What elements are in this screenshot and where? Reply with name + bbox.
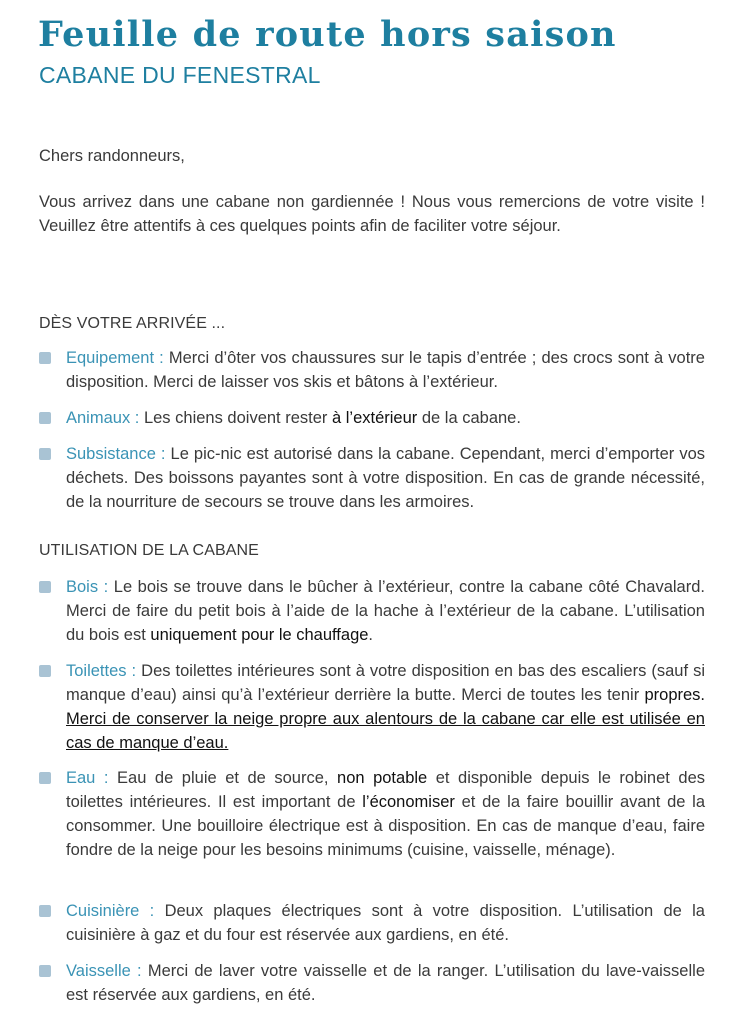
- list-item-equipement: [66, 346, 705, 394]
- bullet-icon: [39, 581, 51, 593]
- item-term: Eau :: [66, 769, 109, 787]
- bullet-icon: [39, 772, 51, 784]
- item-text: Merci d’ôter vos chaussures sur le tapis d’entrée ; des crocs sont à votre disposition. Merci de laisser vos skis et bâtons à l’extérieur.: [66, 349, 705, 391]
- item-emphasis: non potable: [337, 769, 428, 787]
- list-item-eau: [66, 766, 705, 862]
- list-item-cuisiniere: [66, 899, 705, 947]
- item-text: Des toilettes intérieures sont à votre disposition en bas des escaliers (sauf si manque d’eau) ainsi qu’à l’extérieur derrière la butte. Merci de toutes les tenir: [66, 662, 705, 704]
- page-title: Feuille de route hors saison: [38, 14, 617, 55]
- item-text: Les chiens doivent rester: [139, 409, 332, 427]
- list-item-toilettes: [66, 659, 705, 755]
- item-text: Merci de laver votre vaisselle et de la ranger. L’utilisation du lave-vaisselle est réservée aux gardiens, en été.: [66, 962, 705, 1004]
- item-emphasis: l’économiser: [362, 793, 455, 811]
- list-item-animaux: [66, 406, 705, 430]
- greeting: Chers randonneurs,: [39, 147, 185, 165]
- item-underlined-note: Merci de conserver la neige propre aux alentours de la cabane car elle est utilisée en cas de manque d’eau.: [66, 710, 705, 752]
- item-emphasis: à l’extérieur: [331, 409, 418, 427]
- bullet-icon: [39, 352, 51, 364]
- bullet-icon: [39, 665, 51, 677]
- item-term: Cuisinière :: [66, 902, 155, 920]
- bullet-icon: [39, 905, 51, 917]
- bullet-icon: [39, 965, 51, 977]
- item-text: Le bois se trouve dans le bûcher à l’extérieur, contre la cabane côté Chavalard. Merci de faire du petit bois à l’aide de la hache à l’extérieur de la cabane. L’utilisation du bois est: [66, 578, 705, 644]
- intro-paragraph: Vous arrivez dans une cabane non gardiennée ! Nous vous remercions de votre visite ! Veuillez être attentifs à ces quelques points afin de faciliter votre séjour.: [39, 193, 705, 235]
- item-text: .: [368, 626, 374, 644]
- bullet-icon: [39, 412, 51, 424]
- item-text: Deux plaques électriques sont à votre disposition. L’utilisation de la cuisinière à gaz et du four est réservée aux gardiens, en été.: [66, 902, 705, 944]
- list-item-subsistance: [66, 442, 705, 514]
- section-heading-arrival: DÈS VOTRE ARRIVÉE ...: [39, 315, 226, 332]
- section-heading-usage: UTILISATION DE LA CABANE: [39, 542, 259, 559]
- item-text: et disponible depuis le robinet des toilettes intérieures. Il est important de: [66, 769, 706, 811]
- item-term: Vaisselle :: [66, 962, 142, 980]
- item-emphasis: uniquement pour le chauffage: [150, 626, 369, 644]
- item-text: et de la faire bouillir avant de la consommer. Une bouilloire électrique est à disposition. En cas de manque d’eau, faire fondre de la neige pour les besoins minimums (cuisine, vaisselle, ménage).: [66, 793, 705, 859]
- item-term: Subsistance :: [66, 445, 166, 463]
- item-text: Le pic-nic est autorisé dans la cabane. Cependant, merci d’emporter vos déchets. Des boissons payantes sont à votre disposition. En cas de grande nécessité, de la nourriture de secours se trouve dans les armoires.: [66, 445, 706, 511]
- list-item-bois: [66, 575, 705, 647]
- page-subtitle: CABANE DU FENESTRAL: [39, 62, 321, 88]
- item-emphasis: propres.: [644, 686, 705, 704]
- item-term: Equipement :: [66, 349, 164, 367]
- item-term: Toilettes :: [66, 662, 137, 680]
- item-term: Animaux :: [66, 409, 140, 427]
- item-text: de la cabane.: [417, 409, 521, 427]
- item-term: Bois :: [66, 578, 109, 596]
- bullet-icon: [39, 448, 51, 460]
- list-item-vaisselle: [66, 959, 705, 1007]
- item-text: Eau de pluie et de source,: [108, 769, 338, 787]
